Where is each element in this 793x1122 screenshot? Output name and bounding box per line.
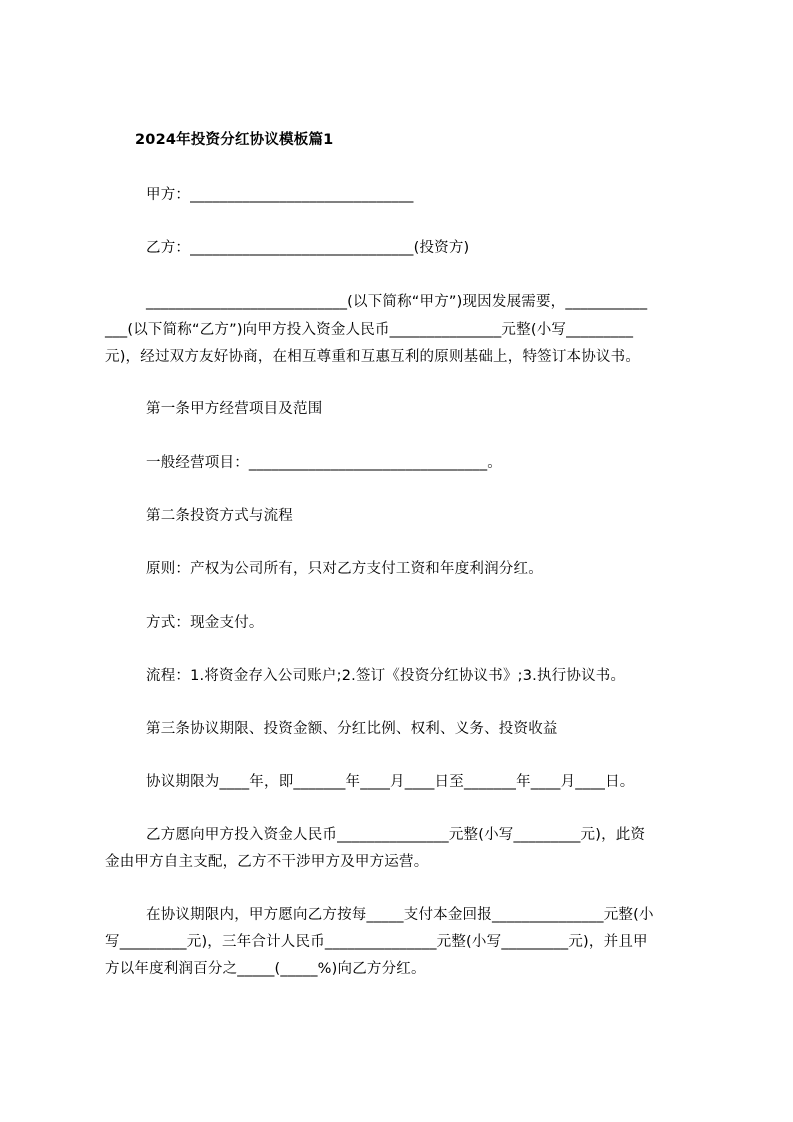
intro-line-2: ___(以下简称“乙方”)向甲方投入资金人民币_______________元整(小写_________ <box>105 322 634 338</box>
article-2-heading: 第二条投资方式与流程 <box>146 508 293 524</box>
article-3-return-line-3: 方以年度利润百分之_____(_____%)向乙方分红。 <box>105 961 426 977</box>
article-2-principle: 原则：产权为公司所有，只对乙方支付工资和年度利润分红。 <box>146 561 543 577</box>
document-title: 2024年投资分红协议模板篇1 <box>135 132 334 148</box>
article-2-method: 方式：现金支付。 <box>146 615 264 631</box>
party-a-line: 甲方：______________________________ <box>146 187 414 203</box>
intro-line-3: 元)，经过双方友好协商，在相互尊重和互惠互利的原则基础上，特签订本协议书。 <box>105 349 641 365</box>
article-3-term: 协议期限为____年，即_______年____月____日至_______年____月____日。 <box>146 774 635 790</box>
article-3-return-line-1: 在协议期限内，甲方愿向乙方按每_____支付本金回报_______________元整(小 <box>146 907 654 923</box>
party-b-line: 乙方：______________________________(投资方) <box>146 240 470 256</box>
article-3-return-line-2: 写_________元)，三年合计人民币_______________元整(小写_________元)，并且甲 <box>105 934 648 950</box>
article-2-process: 流程：1.将资金存入公司账户;2.签订《投资分红协议书》;3.执行协议书。 <box>146 668 626 684</box>
article-3-invest-line-2: 金由甲方自主支配，乙方不干涉甲方及甲方运营。 <box>105 854 429 870</box>
article-1-scope: 一般经营项目：________________________________。 <box>146 455 502 471</box>
article-3-invest-line-1: 乙方愿向甲方投入资金人民币_______________元整(小写_________元)，此资 <box>146 827 646 843</box>
intro-line-1: ___________________________(以下简称“甲方”)现因发展需要，___________ <box>146 294 648 310</box>
article-1-heading: 第一条甲方经营项目及范围 <box>146 401 323 417</box>
article-3-heading: 第三条协议期限、投资金额、分红比例、权利、义务、投资收益 <box>146 721 558 737</box>
